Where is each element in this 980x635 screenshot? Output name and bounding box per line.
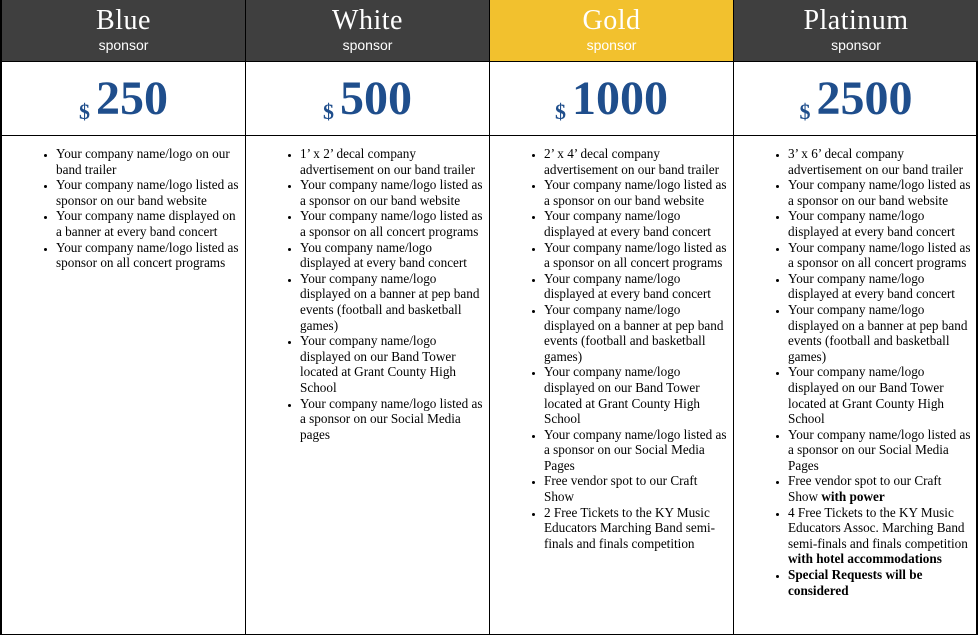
benefit-text: Free vendor spot to our Craft Show — [788, 473, 942, 505]
benefit-item: • Your company name/logo listed as a sponsor on our Social Media pages — [300, 396, 483, 443]
benefit-item — [788, 473, 972, 504]
benefit-item: • 2’ x 4’ decal company advertisement on our band trailer — [544, 146, 727, 177]
tier-name: Gold — [582, 5, 641, 36]
tier-price-gold — [490, 62, 734, 136]
tier-subtitle: sponsor — [342, 37, 393, 53]
tier-header-blue — [2, 0, 246, 62]
tier-name: White — [332, 5, 403, 36]
benefit-item: • Your company name/logo displayed at every band concert — [544, 271, 727, 302]
benefit-item: • Your company name/logo listed as a sponsor on all concert programs — [300, 208, 483, 239]
tier-benefits-platinum — [734, 136, 978, 635]
tier-header-platinum — [734, 0, 978, 62]
benefit-item: • Your company name/logo displayed on our Band Tower located at Grant County High School — [788, 364, 972, 426]
benefit-item — [788, 567, 972, 598]
benefit-item: • Your company name/logo displayed on a banner at pep band events (football and basketball games) — [788, 302, 972, 364]
tier-price-white — [246, 62, 490, 136]
benefit-item: • Your company name/logo on our band trailer — [56, 146, 239, 177]
benefit-list — [2, 146, 245, 271]
currency-symbol: $ — [79, 99, 90, 124]
benefit-item: • Your company name/logo displayed on our Band Tower located at Grant County High School — [300, 333, 483, 395]
benefit-item: • Your company name/logo listed as a sponsor on our band website — [544, 177, 727, 208]
benefit-item: • 2 Free Tickets to the KY Music Educators Marching Band semi-finals and finals competition — [544, 505, 727, 552]
tier-benefits-gold — [490, 136, 734, 635]
benefit-item: • Your company name/logo listed as sponsor on our band website — [56, 177, 239, 208]
benefit-item: • Your company name/logo listed as a sponsor on our band website — [788, 177, 972, 208]
benefit-bold: with hotel accommodations — [788, 551, 942, 567]
benefit-bold: Special Requests will be considered — [788, 567, 923, 598]
benefit-item: • Your company name displayed on a banner at every band concert — [56, 208, 239, 239]
price-amount: 2500 — [816, 71, 913, 125]
benefit-item: • Your company name/logo listed as a sponsor on all concert programs — [788, 240, 972, 271]
benefit-item: • Your company name/logo listed as a sponsor on our band website — [300, 177, 483, 208]
tier-name: Platinum — [803, 5, 909, 36]
price-amount: 1000 — [572, 71, 668, 125]
benefit-item: • Your company name/logo displayed at every band concert — [788, 208, 972, 239]
benefit-list — [490, 146, 733, 551]
currency-symbol: $ — [555, 99, 566, 124]
benefit-item: • Your company name/logo listed as sponsor on all concert programs — [56, 240, 239, 271]
tier-benefits-white — [246, 136, 490, 635]
benefit-item — [788, 505, 972, 567]
benefit-item: • Your company name/logo displayed on a banner at pep band events (football and basketball games) — [544, 302, 727, 364]
benefit-list — [246, 146, 489, 442]
benefit-item: • Free vendor spot to our Craft Show — [544, 473, 727, 504]
benefit-item: • Your company name/logo displayed at every band concert — [544, 208, 727, 239]
benefit-item: • Your company name/logo displayed on our Band Tower located at Grant County High School — [544, 364, 727, 426]
price-amount: 500 — [340, 71, 412, 125]
benefit-item: • Your company name/logo displayed on a banner at pep band events (football and basketball games) — [300, 271, 483, 333]
tier-header-gold — [490, 0, 734, 62]
benefit-item: • You company name/logo displayed at every band concert — [300, 240, 483, 271]
benefit-list — [734, 146, 978, 598]
currency-symbol: $ — [799, 99, 811, 124]
benefit-item: • 1’ x 2’ decal company advertisement on our band trailer — [300, 146, 483, 177]
benefit-item: • 3’ x 6’ decal company advertisement on our band trailer — [788, 146, 972, 177]
benefit-item: • Your company name/logo listed as a sponsor on our Social Media Pages — [788, 427, 972, 474]
tier-subtitle: sponsor — [831, 37, 881, 53]
benefit-item: • Your company name/logo listed as a sponsor on all concert programs — [544, 240, 727, 271]
benefit-item: • Your company name/logo listed as a sponsor on our Social Media Pages — [544, 427, 727, 474]
tier-name: Blue — [96, 5, 151, 36]
tier-header-white — [246, 0, 490, 62]
tier-subtitle: sponsor — [586, 37, 637, 53]
currency-symbol: $ — [323, 99, 334, 124]
benefit-text: 4 Free Tickets to the KY Music Educators Assoc. Marching Band semi-finals and finals competition — [788, 504, 968, 551]
price-amount: 250 — [96, 71, 168, 125]
tier-subtitle: sponsor — [98, 37, 149, 53]
tier-price-blue — [2, 62, 246, 136]
tier-price-platinum — [734, 62, 978, 136]
tier-benefits-blue — [2, 136, 246, 635]
benefit-item: • Your company name/logo displayed at every band concert — [788, 271, 972, 302]
benefit-bold: with power — [821, 489, 885, 505]
